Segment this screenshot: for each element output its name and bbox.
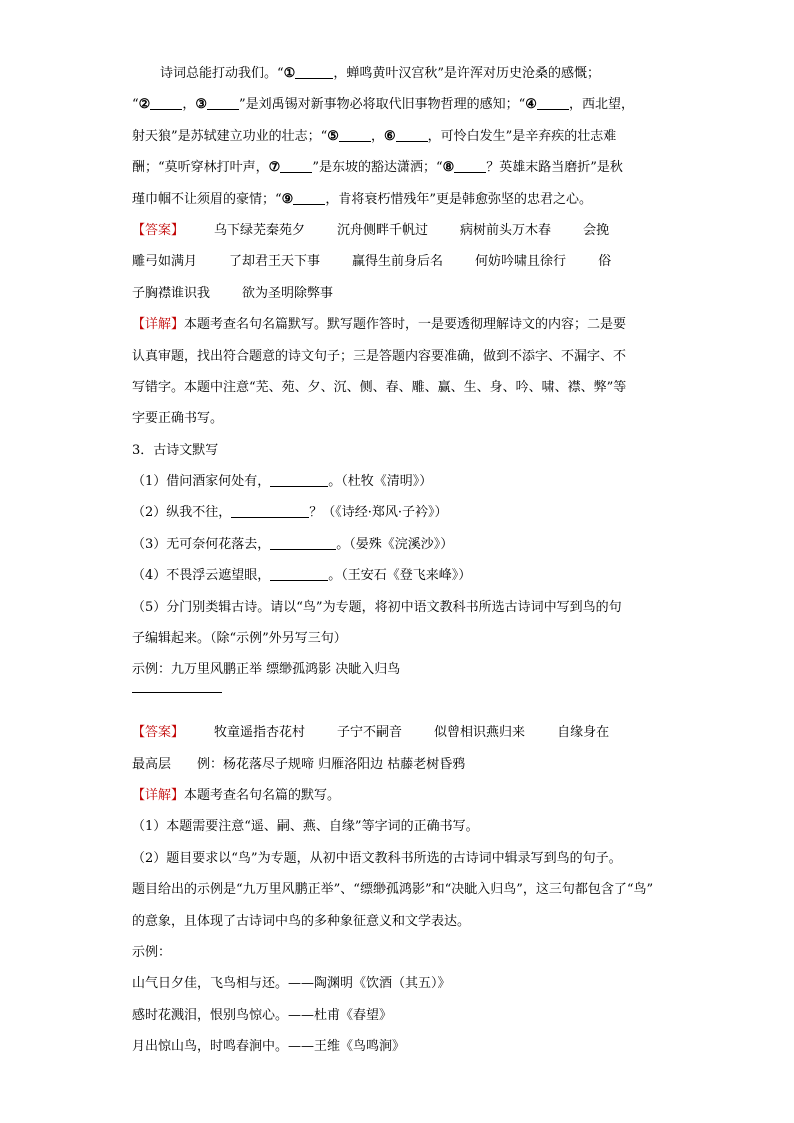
q2-line-2: “② ，③ ”是刘禹锡对新事物必将取代旧事物哲理的感知；“④ ，西北望， bbox=[132, 97, 634, 113]
answer-item: 牧童遥指杏花村 bbox=[214, 725, 306, 741]
answer-item: 会挽 bbox=[583, 222, 610, 238]
detail-tag: 【详解】 bbox=[132, 787, 185, 803]
answer-tag: 【答案】 bbox=[132, 725, 185, 741]
blank-4-label: ④ bbox=[525, 97, 537, 113]
blank-2-label: ② bbox=[138, 97, 151, 113]
blank-7 bbox=[280, 158, 312, 173]
q2-answer-line-2 bbox=[132, 246, 662, 277]
q2-answer-line-3 bbox=[132, 278, 662, 309]
q2-line-4: 酬；“莫听穿林打叶声，⑦ ”是东坡的豁达潇洒；“⑧ ？英雄末路当磨折”是秋 bbox=[132, 160, 623, 176]
q3-detail-p2-line-1: （2）题目要求以“鸟”为专题，从初中语文教科书所选的古诗词中辑录写到鸟的句子。 bbox=[132, 850, 622, 866]
answer-tag: 【答案】 bbox=[132, 222, 185, 238]
q3-detail-p2-line-2: 题目给出的示例是“九万里风鹏正举”、“缥缈孤鸿影”和“决眦入归鸟”，这三句都包含了“鸟” bbox=[132, 882, 654, 898]
answer-blank-line bbox=[132, 686, 662, 717]
q3-item-5-line-2: 子编辑起来。（除“示例”外另写三句） bbox=[132, 631, 347, 647]
blank-9 bbox=[293, 190, 325, 205]
q3-item-3: （3）无可奈何花落去， 。（晏殊《浣溪沙》） bbox=[132, 536, 454, 552]
q2-line-5: 瑾巾帼不让须眉的豪情；“⑨ ，肯将衰朽惜残年”更是韩愈弥坚的忠君之心。 bbox=[132, 191, 592, 207]
blank-3 bbox=[207, 95, 239, 110]
blank-5 bbox=[339, 127, 371, 142]
q3-detail-p2-line-3: 的意象，且体现了古诗词中鸟的多种象征意义和文学表达。 bbox=[132, 913, 471, 929]
q2-detail-line-3: 写错字。本题中注意“芜、苑、夕、沉、侧、春、雕、赢、生、身、吟、啸、襟、弊”等 bbox=[132, 379, 627, 395]
blank-3-label: ③ bbox=[195, 97, 207, 113]
blank bbox=[270, 566, 328, 581]
q3-answer-line-2 bbox=[132, 749, 662, 780]
answer-item: 欲为圣明除弊事 bbox=[242, 285, 334, 301]
q3-example: 示例：九万里风鹏正举 缥缈孤鸿影 决眦入归鸟 bbox=[132, 662, 401, 678]
q3-item-1: （1）借问酒家何处有， 。（杜牧《清明》） bbox=[132, 474, 433, 490]
q3-title: 3．古诗文默写 bbox=[132, 442, 219, 458]
blank-9-label: ⑨ bbox=[281, 191, 294, 207]
q3-example-3: 月出惊山鸟，时鸣春涧中。——王维《鸟鸣涧》 bbox=[132, 1039, 406, 1055]
answer-item: 病树前头万木春 bbox=[460, 222, 552, 238]
q3-detail-p1: （1）本题需要注意“遥、嗣、燕、自缘”等字词的正确书写。 bbox=[132, 819, 479, 835]
answer-item: 沉舟侧畔千帆过 bbox=[337, 222, 429, 238]
q3-answer-line-1 bbox=[132, 717, 662, 748]
answer-item: 赢得生前身后名 bbox=[352, 254, 444, 270]
blank-1-label: ① bbox=[283, 66, 296, 81]
blank bbox=[270, 535, 336, 550]
q3-detail-line-1: 【详解】本题考查名句名篇的默写。 bbox=[132, 787, 341, 803]
document-page bbox=[132, 58, 662, 1063]
detail-tag: 【详解】 bbox=[132, 317, 185, 333]
q3-item-2: （2）纵我不往， ？（《诗经·郑风·子衿》） bbox=[132, 505, 448, 521]
q3-item-5-line-1: （5）分门别类辑古诗。请以“鸟”为专题，将初中语文教科书所选古诗词中写到鸟的句 bbox=[132, 599, 622, 615]
blank-5-label: ⑤ bbox=[327, 128, 339, 144]
answer-item: 自缘身在 bbox=[557, 725, 610, 741]
q2-line-3: 射天狼”是苏轼建立功业的壮志；“⑤ ，⑥ ，可怜白发生”是辛弃疾的壮志难 bbox=[132, 128, 617, 144]
q2-detail-line-1: 【详解】本题考查名句名篇默写。默写题作答时，一是要透彻理解诗文的内容；二是要 bbox=[132, 317, 627, 333]
q2-detail-line-4: 字要正确书写。 bbox=[132, 411, 224, 427]
blank-2 bbox=[150, 95, 182, 110]
blank bbox=[270, 472, 328, 487]
blank-8-label: ⑧ bbox=[442, 160, 455, 176]
blank-6 bbox=[396, 127, 428, 142]
blank bbox=[231, 503, 309, 518]
answer-item: 何妨吟啸且徐行 bbox=[475, 254, 567, 270]
answer-item: 雕弓如满月 bbox=[132, 254, 198, 270]
q2-detail-line-2: 认真审题，找出符合题意的诗文句子；三是答题内容要准确，做到不添字、不漏字、不 bbox=[132, 348, 627, 364]
answer-item: 似曾相识燕归来 bbox=[434, 725, 526, 741]
answer-item: 最高层 bbox=[132, 756, 172, 772]
answer-item: 乌下绿芜秦苑夕 bbox=[214, 222, 306, 238]
answer-item: 俗 bbox=[598, 254, 612, 270]
q3-examples-label: 示例： bbox=[132, 944, 172, 960]
blank-6-label: ⑥ bbox=[383, 128, 396, 144]
q2-answer-line-1 bbox=[132, 215, 662, 246]
answer-item: 子宁不嗣音 bbox=[337, 725, 403, 741]
answer-item: 例：杨花落尽子规啼 归雁洛阳边 枯藤老树昏鸦 bbox=[197, 756, 466, 772]
answer-item: 子胸襟谁识我 bbox=[132, 285, 211, 301]
blank-4 bbox=[537, 95, 569, 110]
q3-example-2: 感时花溅泪，恨别鸟惊心。——杜甫《春望》 bbox=[132, 1007, 393, 1023]
q2-line-1: 诗词总能打动我们。“① ，蝉鸣黄叶汉宫秋”是许浑对历史沧桑的感慨； bbox=[160, 66, 600, 81]
blank-8 bbox=[454, 158, 486, 173]
blank-1 bbox=[295, 64, 333, 79]
blank-7-label: ⑦ bbox=[268, 160, 281, 176]
q3-example-1: 山气日夕佳，飞鸟相与还。——陶渊明《饮酒（其五）》 bbox=[132, 976, 451, 992]
answer-item: 了却君王天下事 bbox=[229, 254, 321, 270]
q3-item-4: （4）不畏浮云遮望眼， 。（王安石《登飞来峰》） bbox=[132, 568, 472, 584]
